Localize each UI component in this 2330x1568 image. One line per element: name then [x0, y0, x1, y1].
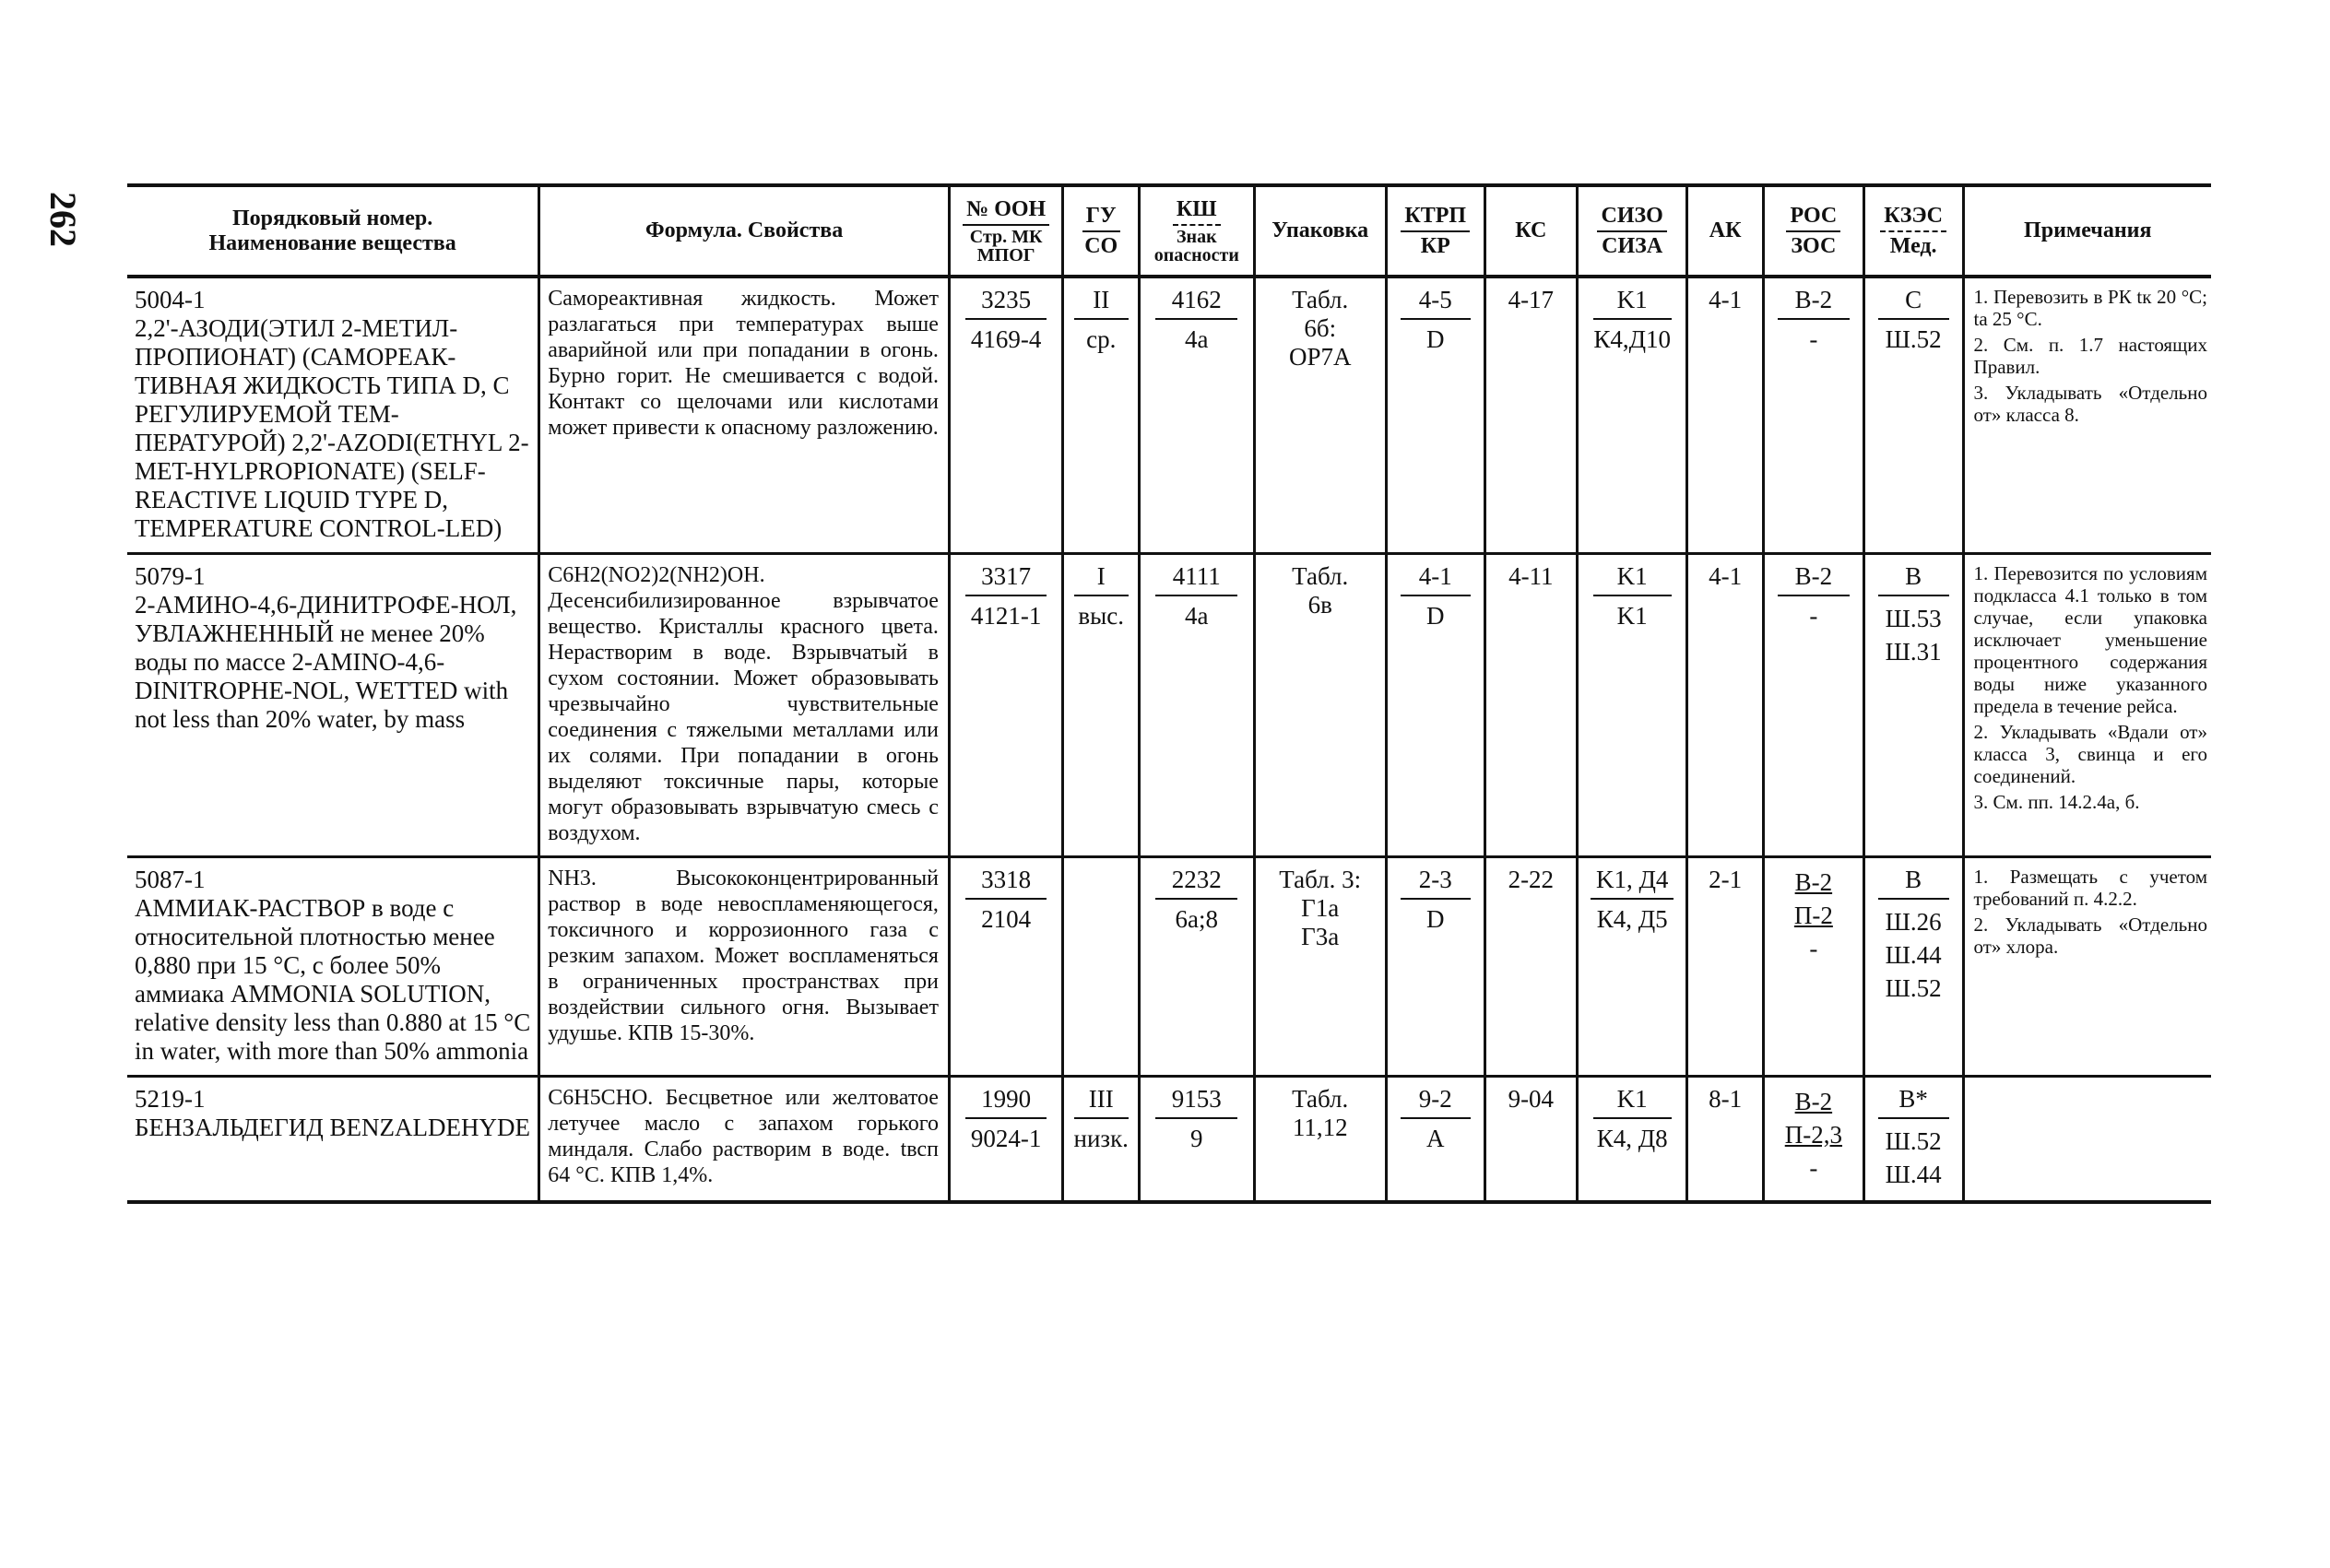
note-item: 1. Размещать с учетом требований п. 4.2.2.	[1973, 866, 2207, 910]
un-number: 1990 9024-1	[949, 1077, 1062, 1203]
header-name: Порядковый номер. Наименование вещества	[127, 185, 539, 277]
notes	[1963, 857, 2211, 1077]
substance-name: 5004-1 2,2'-АЗОДИ(ЭТИЛ 2-МЕТИЛ-ПРОПИОНАТ) (САМОРЕАК-ТИВНАЯ ЖИДКОСТЬ ТИПА D, С РЕГУЛИРУЕМОЙ ТЕМ-ПЕРАТУРОЙ) 2,2'-AZODI(ETHYL 2-MET-HYLPROPIONATE) (SELF-REACTIVE LIQUID TYPE D, TEMPERATURE CONTROL-LED)	[135, 286, 529, 542]
substance-name: 5079-1 2-АМИНО-4,6-ДИНИТРОФЕ-НОЛ, УВЛАЖНЕННЫЙ не менее 20% воды по массе 2-AMINO-4,6-DINITROPHE-NOL, WETTED with not less than 20% water, by mass	[135, 562, 517, 733]
packing-group: II ср.	[1063, 277, 1140, 554]
ks: 4-17	[1484, 277, 1577, 554]
ktrp: 9-2 A	[1386, 1077, 1484, 1203]
note-item: 1. Перевозить в РК tк 20 °С; tа 25 °С.	[1973, 286, 2207, 330]
ak: 2-1	[1687, 857, 1764, 1077]
sizo: K1 К4,Д10	[1578, 277, 1687, 554]
header-ktrp: КТРП КР	[1386, 185, 1484, 277]
note-item: 2. Укладывать «Отдельно от» хлора.	[1973, 914, 2207, 958]
table-row	[127, 857, 2211, 1077]
note-item: 3. См. пп. 14.2.4а, б.	[1973, 791, 2140, 813]
hazard-code: 9153 9	[1140, 1077, 1255, 1203]
page-number: 262	[42, 192, 84, 247]
note-item: 2. См. п. 1.7 настоящих Правил.	[1973, 334, 2207, 378]
substance-properties: C6H5CHO. Бесцветное или желтоватое летучее масло с запахом горького миндаля. Слабо растворим в воде. tвсп 64 °С. КПВ 1,4%.	[539, 1077, 950, 1203]
sizo: K1 К4, Д8	[1578, 1077, 1687, 1203]
ak: 4-1	[1687, 554, 1764, 857]
packing-group: III низк.	[1063, 1077, 1140, 1203]
header-kzes: КЗЭС Мед.	[1863, 185, 1963, 277]
ktrp: 4-5 D	[1386, 277, 1484, 554]
packing-group: I выс.	[1063, 554, 1140, 857]
header-ros: РОС ЗОС	[1763, 185, 1863, 277]
header-sizo: СИЗО СИЗА	[1578, 185, 1687, 277]
table-row	[127, 1077, 2211, 1203]
sizo: K1, Д4 К4, Д5	[1578, 857, 1687, 1077]
notes	[1963, 277, 2211, 554]
ros: В-2 П-2 -	[1763, 857, 1863, 1077]
packaging: Табл. 11,12	[1254, 1077, 1386, 1203]
sizo: K1 K1	[1578, 554, 1687, 857]
substance-properties: Самореактивная жидкость. Может разлагаться при температурах выше аварийной или при попадании в огонь. Бурно горит. Не смешивается с водой. Контакт со щелочами или кислотами может привести к опасному разложению.	[539, 277, 950, 554]
packaging: Табл. 6в	[1254, 554, 1386, 857]
ros: В-2 -	[1763, 277, 1863, 554]
substance-name: 5087-1 АММИАК-РАСТВОР в воде с относительной плотностью менее 0,880 при 15 °С, с более 50% аммиака AMMONIA SOLUTION, relative density less than 0.880 at 15 °C in water, with more than 50% ammonia	[135, 866, 531, 1065]
hazard-code: 4162 4a	[1140, 277, 1255, 554]
table-row	[127, 554, 2211, 857]
header-formula: Формула. Свойства	[539, 185, 950, 277]
table-header-row	[127, 185, 2211, 277]
header-un: № ООН Стр. МК МПОГ	[949, 185, 1062, 277]
kzes: В Ш.53 Ш.31	[1863, 554, 1963, 857]
substance-properties: C6H2(NO2)2(NH2)OH. Десенсибилизированное взрывчатое вещество. Кристаллы красного цвета. Нерастворим в воде. Взрывчатый в сухом состоянии. Может образовывать чрезвычайно чувствительные соединения с тяжелыми металлами или их солями. При попадании в огонь выделяют токсичные пары, которые могут образовывать взрывчатую смесь с воздухом.	[539, 554, 950, 857]
ks: 2-22	[1484, 857, 1577, 1077]
substance-name: 5219-1 БЕНЗАЛЬДЕГИД BENZALDEHYDE	[135, 1085, 531, 1141]
substance-properties: NH3. Высококонцентрированный раствор в воде невоспламеняющегося, токсичного и коррозионного газа с резким запахом. Может воспламеняться в ограниченных пространствах при воздействии сильного огня. Вызывает удушье. КПВ 15-30%.	[539, 857, 950, 1077]
ks: 9-04	[1484, 1077, 1577, 1203]
un-number: 3318 2104	[949, 857, 1062, 1077]
header-ks: КС	[1484, 185, 1577, 277]
note-item: 2. Укладывать «Вдали от» класса 3, свинца и его соединений.	[1973, 721, 2207, 787]
ros: В-2 П-2,3 -	[1763, 1077, 1863, 1203]
packaging: Табл. 3: Г1а Г3а	[1254, 857, 1386, 1077]
packing-group	[1063, 857, 1140, 1077]
table-row	[127, 277, 2211, 554]
header-pack: Упаковка	[1254, 185, 1386, 277]
hazard-code: 2232 6a;8	[1140, 857, 1255, 1077]
ktrp: 2-3 D	[1386, 857, 1484, 1077]
ros: В-2 -	[1763, 554, 1863, 857]
header-ksh: КШ Знак опасности	[1140, 185, 1255, 277]
note-item: 3. Укладывать «Отдельно от» класса 8.	[1973, 382, 2207, 426]
header-notes: Примечания	[1963, 185, 2211, 277]
ktrp: 4-1 D	[1386, 554, 1484, 857]
header-gu: ГУ СО	[1063, 185, 1140, 277]
un-number: 3235 4169-4	[949, 277, 1062, 554]
notes	[1963, 554, 2211, 857]
ks: 4-11	[1484, 554, 1577, 857]
un-number: 3317 4121-1	[949, 554, 1062, 857]
ak: 8-1	[1687, 1077, 1764, 1203]
hazard-code: 4111 4a	[1140, 554, 1255, 857]
substances-table	[127, 183, 2211, 1204]
notes	[1963, 1077, 2211, 1203]
ak: 4-1	[1687, 277, 1764, 554]
kzes: В Ш.26 Ш.44 Ш.52	[1863, 857, 1963, 1077]
kzes: В* Ш.52 Ш.44	[1863, 1077, 1963, 1203]
kzes: С Ш.52	[1863, 277, 1963, 554]
packaging: Табл. 6б: OP7A	[1254, 277, 1386, 554]
header-ak: АК	[1687, 185, 1764, 277]
note-item: 1. Перевозится по условиям подкласса 4.1 только в том случае, если упаковка исключает уменьшение процентного содержания воды ниже указанного предела в течение рейса.	[1973, 562, 2207, 717]
